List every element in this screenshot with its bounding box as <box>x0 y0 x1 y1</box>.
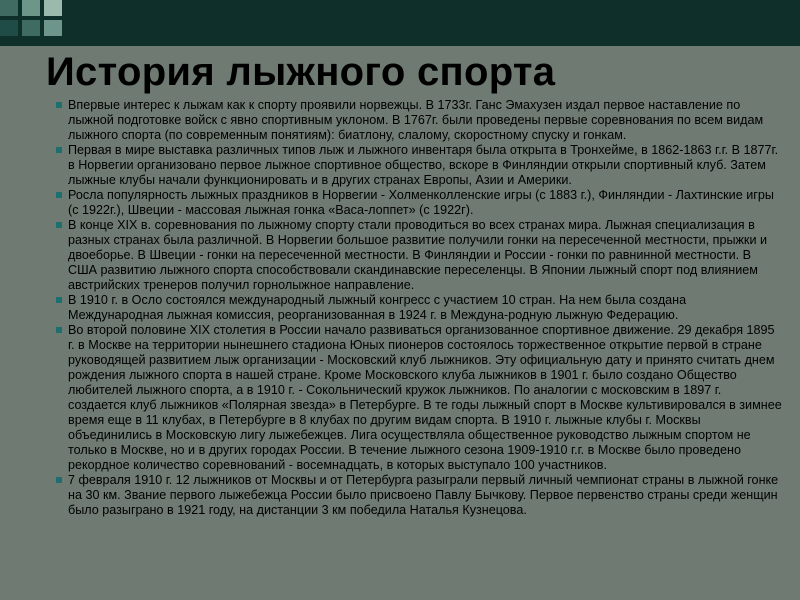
paragraph-text: Впервые интерес к лыжам как к спорту проявили норвежцы. В 1733г. Ганс Эмахузен издал первое наставление по лыжной подготовке войск с явно спортивным уклоном. В 1767г. были проведены первые соревнования по всем видам лыжного спорта (по современным понятиям): биатлону, слалому, скоростному спуску и гонкам. <box>68 98 764 142</box>
deco-square <box>44 20 62 36</box>
top-band <box>0 0 800 46</box>
bullet-paragraph <box>56 143 782 188</box>
deco-square <box>22 20 40 36</box>
paragraph-text: Первая в мире выставка различных типов лыж и лыжного инвентаря была открыта в Тронхейме, в 1862-1863 г.г. В 1877г. в Норвегии организовано первое лыжное спортивное общество, вскоре в Финляндии открыли спортивный клуб. Затем лыжные клубы начали функционировать и в других странах Европы, Азии и Америки. <box>68 143 779 187</box>
bullet-paragraph <box>56 98 782 143</box>
paragraph-text: Росла популярность лыжных праздников в Норвегии - Холменколленские игры (с 1883 г.), Финляндии - Лахтинские игры (с 1922г.), Швеции - массовая лыжная гонка «Васа-лоппет» (с 1922г). <box>68 188 774 217</box>
square-bullet-icon <box>56 102 62 108</box>
slide-body <box>56 98 782 518</box>
bullet-paragraph <box>56 473 782 518</box>
paragraph-text: В конце XIX в. соревнования по лыжному спорту стали проводиться во всех странах мира. Лыжная специализация в разных странах была различной. В Норвегии большое развитие получили гонки на пересеченной местности, прыжки и двоеборье. В Швеции - гонки на пересеченной местности. В Финляндии и России - гонки по равнинной местности. В США развитию лыжного спорта способствовали скандинавские переселенцы. В Японии лыжный спорт под влиянием австрийских тренеров получил горнолыжное направление. <box>68 218 768 292</box>
paragraph-text: В 1910 г. в Осло состоялся международный лыжный конгресс с участием 10 стран. На нем была создана Международная лыжная комиссия, реорганизованная в 1924 г. в Междуна-родную лыжную Федерацию. <box>68 293 687 322</box>
deco-square <box>0 0 18 16</box>
bullet-paragraph <box>56 293 782 323</box>
slide-title: История лыжного спорта <box>46 50 556 94</box>
square-bullet-icon <box>56 147 62 153</box>
bullet-paragraph <box>56 188 782 218</box>
paragraph-text: Во второй половине XIX столетия в России начало развиваться организованное спортивное движение. 29 декабря 1895 г. в Москве на территории нынешнего стадиона Юных пионеров состоялось торжественное открытие первой в стране руководящей развитием лыж организации - Московский клуб лыжников. Эту официальную дату и принято считать днем рождения лыжного спорта в нашей стране. Кроме Московского клуба лыжников в 1901 г. было создано Общество любителей лыжного спорта, а в 1910 г. - Сокольнический кружок лыжников. По аналогии с московским в 1897 г. создается клуб лыжников «Полярная звезда» в Петербурге. В те годы лыжный спорт в Москве культивировался в зимнее время еще в 11 клубах, в Петербурге в 8 клубах по другим видам спорта. В 1910 г. лыжные клубы г. Москвы объединились в Московскую лигу лыжебежцев. Лига осуществляла общественное руководство лыжным спортом не только в Москве, но и в других городах России. В течение лыжного сезона 1909-1910 г.г. в Москве было проведено рекордное количество соревнований - восемнадцать, в которых выступало 100 участников. <box>68 323 782 472</box>
bullet-paragraph <box>56 323 782 473</box>
deco-square <box>0 20 18 36</box>
square-bullet-icon <box>56 297 62 303</box>
square-bullet-icon <box>56 222 62 228</box>
deco-square <box>44 0 62 16</box>
square-bullet-icon <box>56 327 62 333</box>
square-bullet-icon <box>56 192 62 198</box>
paragraph-text: 7 февраля 1910 г. 12 лыжников от Москвы и от Петербурга разыграли первый личный чемпионат страны в лыжной гонке на 30 км. Звание первого лыжебежца России было присвоено Павлу Бычкову. Первое первенство страны среди женщин было разыграно в 1921 году, на дистанции 3 км победила Наталья Кузнецова. <box>68 473 779 517</box>
bullet-paragraph <box>56 218 782 293</box>
deco-square <box>22 0 40 16</box>
square-bullet-icon <box>56 477 62 483</box>
